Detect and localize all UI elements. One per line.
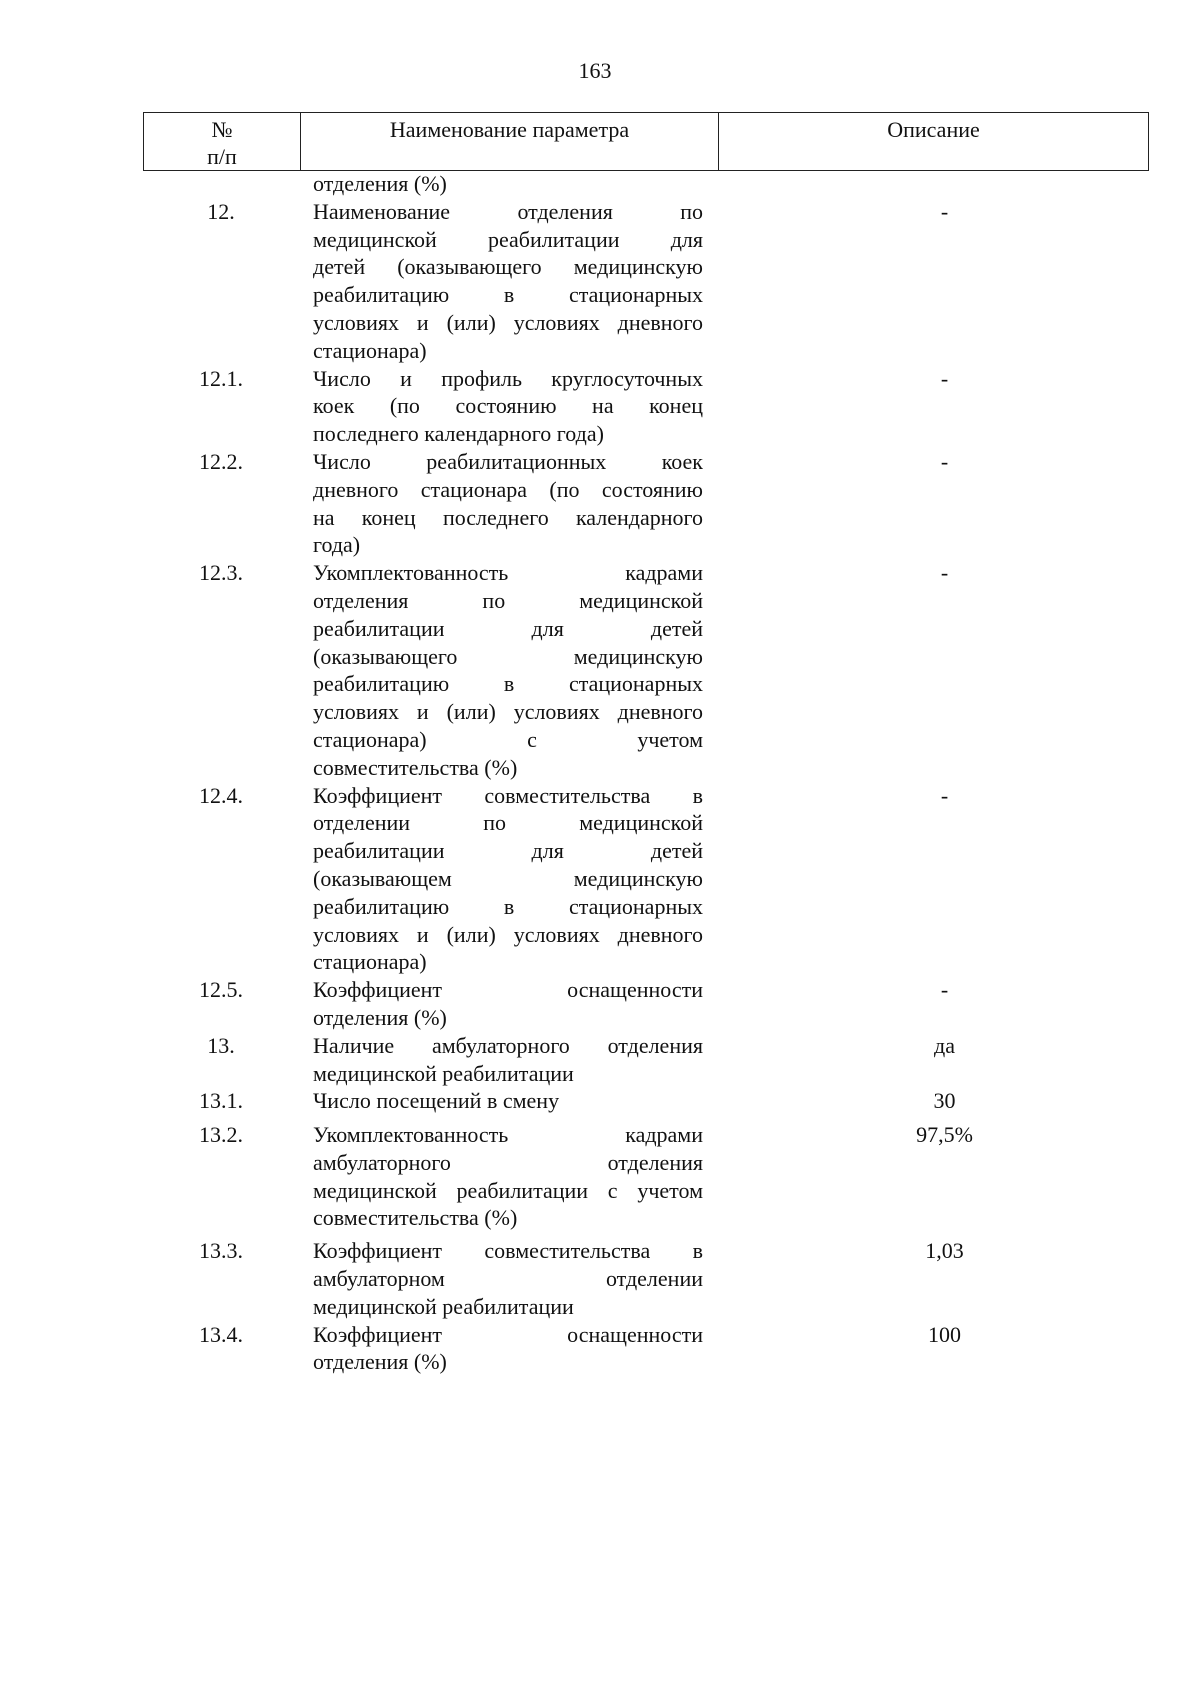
row-parameter-line: на конец последнего календарного (313, 504, 703, 530)
row-parameter-line: условиях и (или) условиях дневного (313, 699, 703, 725)
header-col-parameter-text: Наименование параметра (389, 117, 630, 142)
table-row (143, 559, 1145, 781)
row-parameter-line: Число реабилитационных коек (313, 448, 703, 474)
row-parameter (313, 170, 703, 198)
row-parameter-line: Укомплектованность кадрами (313, 1122, 703, 1148)
row-parameter-line: условиях и (или) условиях дневного (313, 309, 703, 335)
header-col-number (144, 113, 301, 171)
row-parameter-line: отделения (%) (313, 171, 447, 196)
row-parameter-line: Коэффициент оснащенности (313, 1321, 703, 1347)
row-number: 12.1. (199, 365, 243, 391)
row-parameter-line: Наличие амбулаторного отделения (313, 1032, 703, 1058)
row-parameter-line: реабилитации для детей (313, 615, 703, 641)
table-row (143, 1237, 1145, 1320)
table-row (143, 198, 1145, 365)
row-parameter-line: коек (по состоянию на конец (313, 393, 703, 419)
table-row (143, 1321, 1145, 1377)
table-row (143, 1121, 1145, 1232)
row-parameter-line: медицинской реабилитации (313, 1060, 574, 1086)
row-parameter-line: условиях и (или) условиях дневного (313, 921, 703, 947)
row-parameter-line: медицинской реабилитации с учетом (313, 1177, 703, 1203)
row-parameter-line: (оказывающего медицинскую (313, 643, 703, 669)
row-parameter-line: амбулаторного отделения (313, 1149, 703, 1175)
row-parameter-line: Коэффициент совместительства в (313, 782, 703, 808)
row-description: 100 (928, 1321, 961, 1347)
row-description: - (940, 560, 949, 586)
row-parameter-line: отделения (%) (313, 1349, 447, 1375)
page-number (0, 58, 1200, 84)
row-parameter-line: Число и профиль круглосуточных (313, 365, 703, 391)
row-parameter-line: Коэффициент совместительства в (313, 1238, 703, 1264)
row-number: 12.5. (199, 977, 243, 1003)
row-parameter (313, 559, 703, 781)
row-number: 12. (207, 198, 235, 224)
row-number: 12.3. (199, 560, 243, 586)
row-parameter (313, 448, 703, 559)
table-row (143, 365, 1145, 448)
row-parameter-line: реабилитацию в стационарных (313, 671, 703, 697)
header-col-description (719, 113, 1149, 171)
table-body (143, 170, 1145, 1376)
page-number-text: 163 (578, 58, 612, 83)
row-parameter-line: Наименование отделения по (313, 198, 703, 224)
row-description: 30 (933, 1088, 956, 1114)
row-parameter-line: Число посещений в смену (313, 1088, 560, 1114)
table-row (143, 448, 1145, 559)
row-parameter-line: стационара) с учетом (313, 726, 703, 752)
row-parameter-line: реабилитации для детей (313, 838, 703, 864)
table-row (143, 1032, 1145, 1088)
row-parameter (313, 1321, 703, 1377)
row-parameter-line: реабилитацию в стационарных (313, 893, 703, 919)
row-parameter-line: детей (оказывающего медицинскую (313, 254, 703, 280)
row-description: 97,5% (916, 1122, 973, 1148)
row-parameter-line: медицинской реабилитации для (313, 226, 703, 252)
row-parameter-line: (оказывающем медицинскую (313, 865, 703, 891)
row-parameter (313, 198, 703, 365)
row-parameter (313, 365, 703, 448)
table-row (143, 976, 1145, 1032)
row-parameter-line: стационара) (313, 337, 427, 363)
row-description: да (934, 1032, 955, 1058)
row-parameter (313, 1237, 703, 1320)
header-col-number-line2: п/п (207, 144, 237, 169)
row-number: 13.3. (199, 1238, 243, 1264)
row-parameter-line: Коэффициент оснащенности (313, 977, 703, 1003)
row-parameter (313, 782, 703, 977)
row-parameter-line: совместительства (%) (313, 754, 518, 780)
table-row (143, 170, 1145, 198)
row-parameter-line: совместительства (%) (313, 1205, 518, 1231)
row-parameter-line: реабилитацию в стационарных (313, 282, 703, 308)
header-col-number-line1: № (211, 117, 233, 142)
row-parameter (313, 976, 703, 1032)
row-parameter-line: амбулаторном отделении (313, 1266, 703, 1292)
row-parameter-line: отделения (%) (313, 1004, 447, 1030)
row-description (730, 170, 1159, 198)
row-description: - (940, 448, 949, 474)
row-number: 12.4. (199, 782, 243, 808)
row-number: 13.4. (199, 1321, 243, 1347)
row-parameter (313, 1121, 703, 1232)
row-description: - (940, 977, 949, 1003)
row-number: 13. (207, 1032, 235, 1058)
row-parameter-line: отделении по медицинской (313, 810, 703, 836)
row-description: - (940, 198, 949, 224)
table-row (143, 1087, 1145, 1115)
row-description: - (940, 782, 949, 808)
header-col-parameter (301, 113, 719, 171)
table-header (143, 112, 1149, 171)
row-parameter (313, 1032, 703, 1088)
header-col-description-text: Описание (887, 117, 980, 142)
row-parameter-line: стационара) (313, 949, 427, 975)
row-parameter (313, 1087, 703, 1115)
row-parameter-line: медицинской реабилитации (313, 1293, 574, 1319)
row-number (143, 170, 299, 198)
row-parameter-line: отделения по медицинской (313, 587, 703, 613)
row-number: 13.1. (199, 1088, 243, 1114)
row-number: 12.2. (199, 448, 243, 474)
table-row (143, 782, 1145, 977)
row-parameter-line: последнего календарного года) (313, 421, 604, 447)
row-description: - (940, 365, 949, 391)
row-number: 13.2. (199, 1122, 243, 1148)
row-parameter-line: года) (313, 532, 361, 558)
row-parameter-line: дневного стационара (по состоянию (313, 476, 703, 502)
row-description: 1,03 (925, 1238, 964, 1264)
row-parameter-line: Укомплектованность кадрами (313, 560, 703, 586)
